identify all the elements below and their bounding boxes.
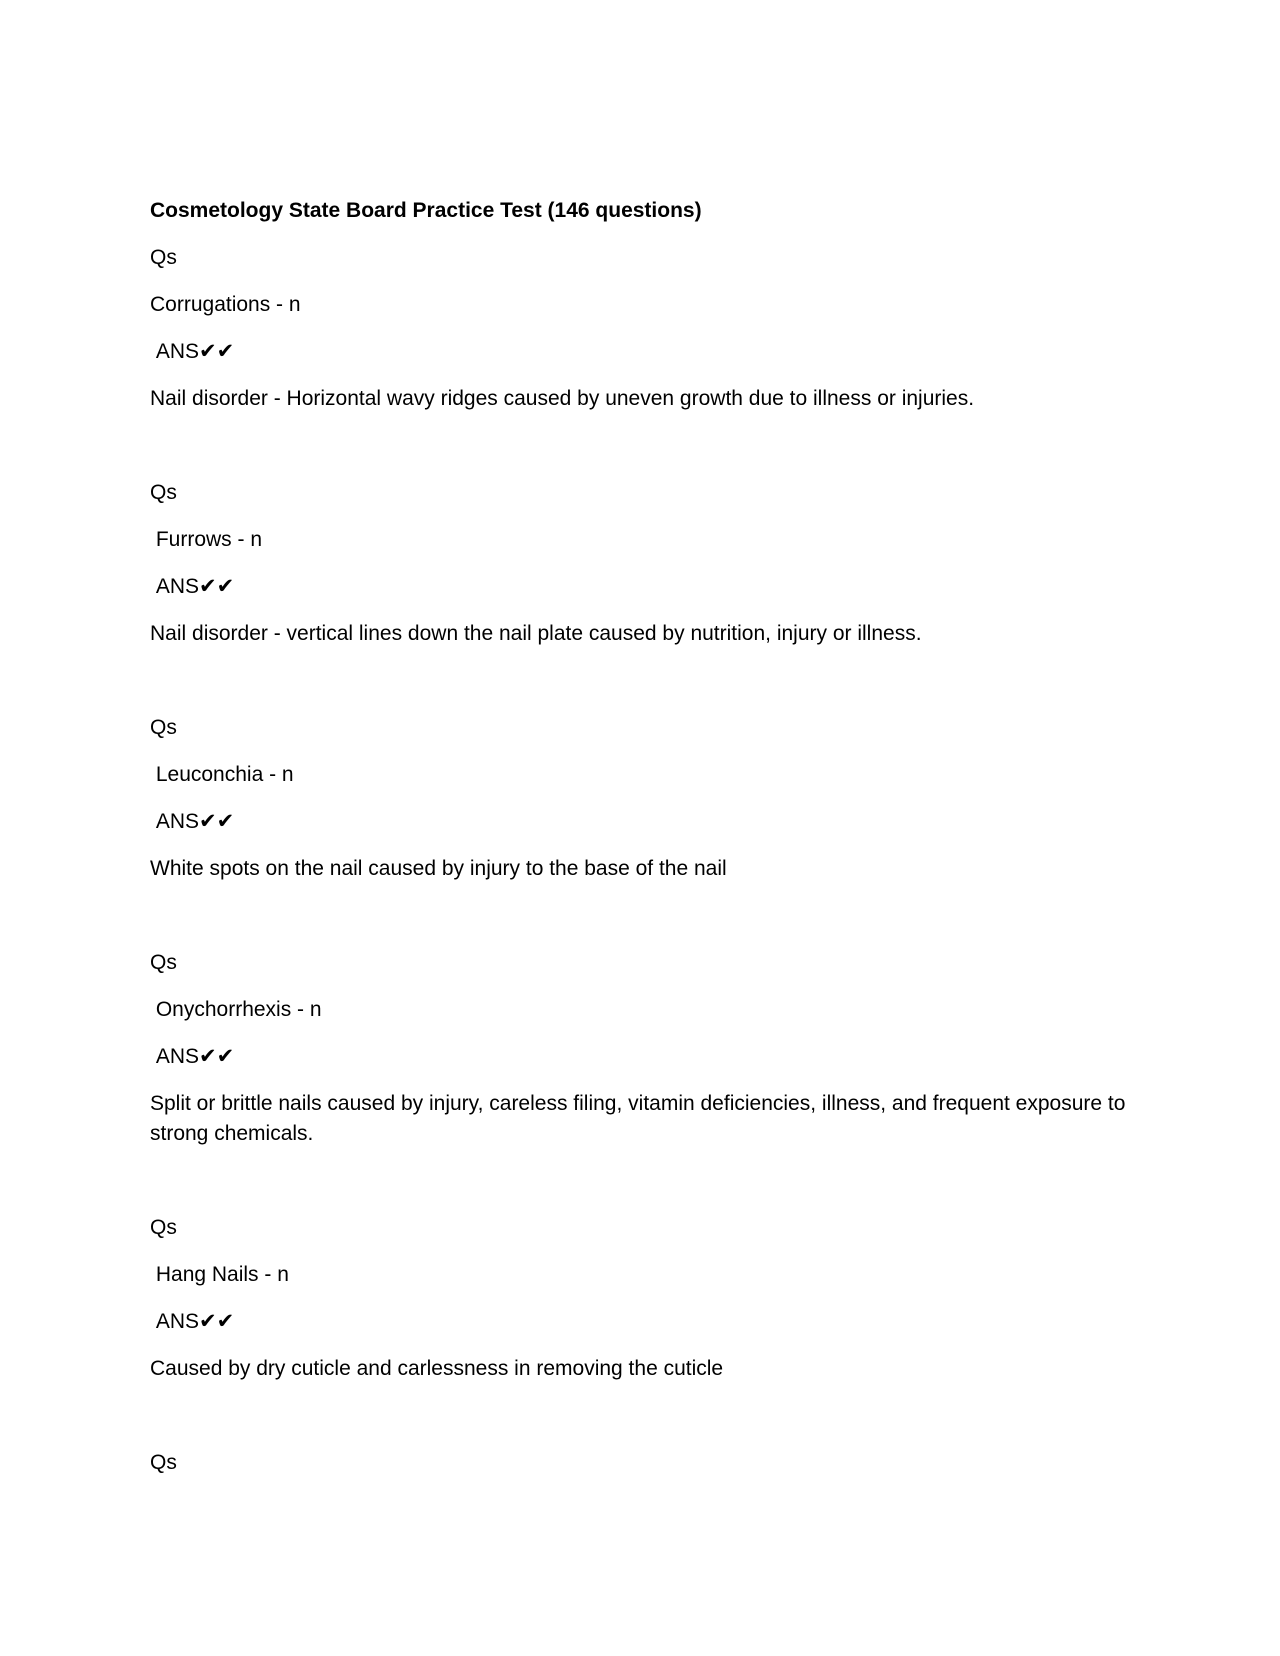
question-term: Hang Nails - n <box>150 1263 289 1286</box>
question-label: Qs <box>150 716 177 739</box>
spacer <box>150 901 1130 948</box>
answer-text: Caused by dry cuticle and carlessness in removing the cuticle <box>150 1357 724 1380</box>
spacer <box>150 666 1130 713</box>
question-term: Leuconchia - n <box>150 763 294 786</box>
question-label: Qs <box>150 951 177 974</box>
answer-label: ANS✔✔ <box>150 575 235 598</box>
answer-label: ANS✔✔ <box>150 1310 235 1333</box>
qa-item <box>150 1213 1130 1384</box>
answer-text: White spots on the nail caused by injury to the base of the nail <box>150 857 727 880</box>
question-label: Qs <box>150 246 177 269</box>
answer-text: Nail disorder - vertical lines down the nail plate caused by nutrition, injury or illness. <box>150 622 922 645</box>
qa-item <box>150 713 1130 884</box>
question-label: Qs <box>150 1451 177 1474</box>
question-label: Qs <box>150 1216 177 1239</box>
spacer <box>150 431 1130 478</box>
spacer <box>150 1166 1130 1213</box>
spacer <box>150 1401 1130 1448</box>
qa-item <box>150 243 1130 414</box>
document-body <box>150 196 1130 1495</box>
answer-text: Nail disorder - Horizontal wavy ridges caused by uneven growth due to illness or injuries. <box>150 387 975 410</box>
answer-label: ANS✔✔ <box>150 810 235 833</box>
document-title: Cosmetology State Board Practice Test (146 questions) <box>150 199 702 222</box>
answer-label: ANS✔✔ <box>150 340 235 363</box>
qa-item <box>150 948 1130 1149</box>
question-term: Corrugations - n <box>150 293 301 316</box>
qa-item <box>150 478 1130 649</box>
question-label: Qs <box>150 481 177 504</box>
answer-text: Split or brittle nails caused by injury, careless filing, vitamin deficiencies, illness, and frequent exposure to strong chemicals. <box>150 1092 1126 1145</box>
question-term: Onychorrhexis - n <box>150 998 322 1021</box>
answer-label: ANS✔✔ <box>150 1045 235 1068</box>
question-term: Furrows - n <box>150 528 263 551</box>
